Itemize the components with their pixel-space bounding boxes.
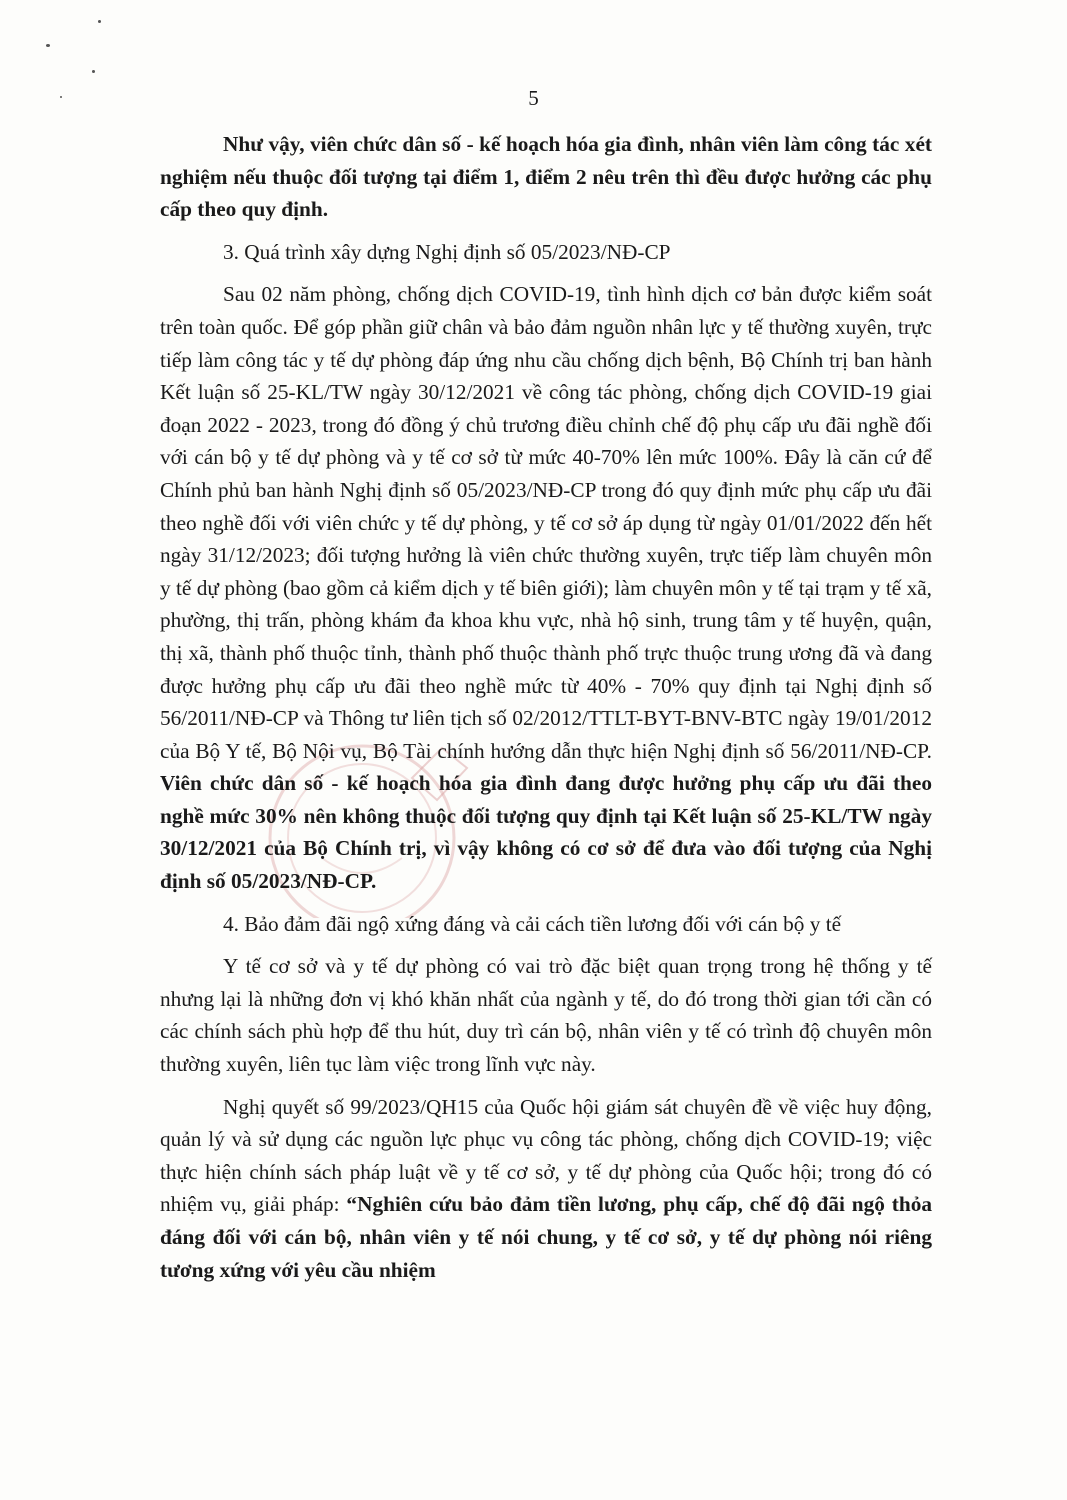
scan-speck (98, 20, 101, 23)
page-number: 5 (528, 86, 539, 110)
section-heading-4: 4. Bảo đảm đãi ngộ xứng đáng và cải cách tiền lương đối với cán bộ y tế (223, 911, 842, 936)
scan-speck (46, 44, 50, 47)
paragraph-resolution (160, 1091, 932, 1287)
paragraph-decree-process (160, 278, 932, 897)
scan-speck (92, 70, 95, 73)
paragraph-grassroots-health: Y tế cơ sở và y tế dự phòng có vai trò đặc biệt quan trọng trong hệ thống y tế nhưng lại là những đơn vị khó khăn nhất của ngành y tế, do đó trong thời gian tới cần có các chính sách phù hợp để thu hút, duy trì cán bộ, nhân viên y tế có trình độ chuyên môn thường xuyên, liên tục làm việc trong lĩnh vực này. (160, 954, 932, 1077)
paragraph-emphasis: Viên chức dân số - kế hoạch hóa gia đình đang được hưởng phụ cấp ưu đãi theo nghề mức 30% nên không thuộc đối tượng quy định tại Kết luận số 25-KL/TW ngày 30/12/2021 của Bộ Chính trị, vì vậy không có cơ sở để đưa vào đối tượng của Nghị định số 05/2023/NĐ-CP. (160, 771, 932, 894)
paragraph-emphasis: “Nghiên cứu bảo đảm tiền lương, phụ cấp, chế độ đãi ngộ thỏa đáng đối với cán bộ, nhân viên y tế nói chung, y tế cơ sở, y tế dự phòng nói riêng tương xứng với yêu cầu nhiệm (160, 1192, 932, 1282)
section-heading-3: 3. Quá trình xây dựng Nghị định số 05/2023/NĐ-CP (223, 239, 671, 264)
paragraph-text: Sau 02 năm phòng, chống dịch COVID-19, tình hình dịch cơ bản được kiểm soát trên toàn quốc. Để góp phần giữ chân và bảo đảm nguồn nhân lực y tế thường xuyên, trực tiếp làm công tác y tế dự phòng đáp ứng nhu cầu chống dịch bệnh, Bộ Chính trị ban hành Kết luận số 25-KL/TW ngày 30/12/2021 về công tác phòng, chống dịch COVID-19 giai đoạn 2022 - 2023, trong đó đồng ý chủ trương điều chỉnh chế độ phụ cấp ưu đãi nghề đối với cán bộ y tế dự phòng và y tế cơ sở từ mức 40-70% lên mức 100%. Đây là căn cứ để Chính phủ ban hành Nghị định số 05/2023/NĐ-CP trong đó quy định mức phụ cấp ưu đãi theo nghề đối với viên chức y tế dự phòng, y tế cơ sở áp dụng từ ngày 01/01/2022 đến hết ngày 31/12/2023; đối tượng hưởng là viên chức thường xuyên, trực tiếp làm chuyên môn y tế dự phòng (bao gồm cả kiểm dịch y tế biên giới); làm chuyên môn y tế tại trạm y tế xã, phường, thị trấn, phòng khám đa khoa khu vực, nhà hộ sinh, trung tâm y tế huyện, quận, thị xã, thành phố thuộc tỉnh, thành phố thuộc thành phố trực thuộc trung ương đã và đang được hưởng phụ cấp ưu đãi theo nghề mức từ 40% - 70% quy định tại Nghị định số 56/2011/NĐ-CP và Thông tư liên tịch số 02/2012/TTLT-BYT-BNV-BTC ngày 19/01/2012 của Bộ Y tế, Bộ Nội vụ, Bộ Tài chính hướng dẫn thực hiện Nghị định số 56/2011/NĐ-CP. (160, 282, 932, 763)
paragraph-conclusion: Như vậy, viên chức dân số - kế hoạch hóa gia đình, nhân viên làm công tác xét nghiệm nếu thuộc đối tượng tại điểm 1, điểm 2 nêu trên thì đều được hưởng các phụ cấp theo quy định. (160, 132, 932, 222)
document-body (160, 128, 932, 1296)
paragraph-text: Nghị quyết số 99/2023/QH15 của Quốc hội giám sát chuyên đề về việc huy động, quản lý và sử dụng các nguồn lực phục vụ công tác phòng, chống dịch COVID-19; việc thực hiện chính sách pháp luật về y tế cơ sở, y tế dự phòng của Quốc hội; trong đó có nhiệm vụ, giải pháp: (160, 1094, 932, 1217)
